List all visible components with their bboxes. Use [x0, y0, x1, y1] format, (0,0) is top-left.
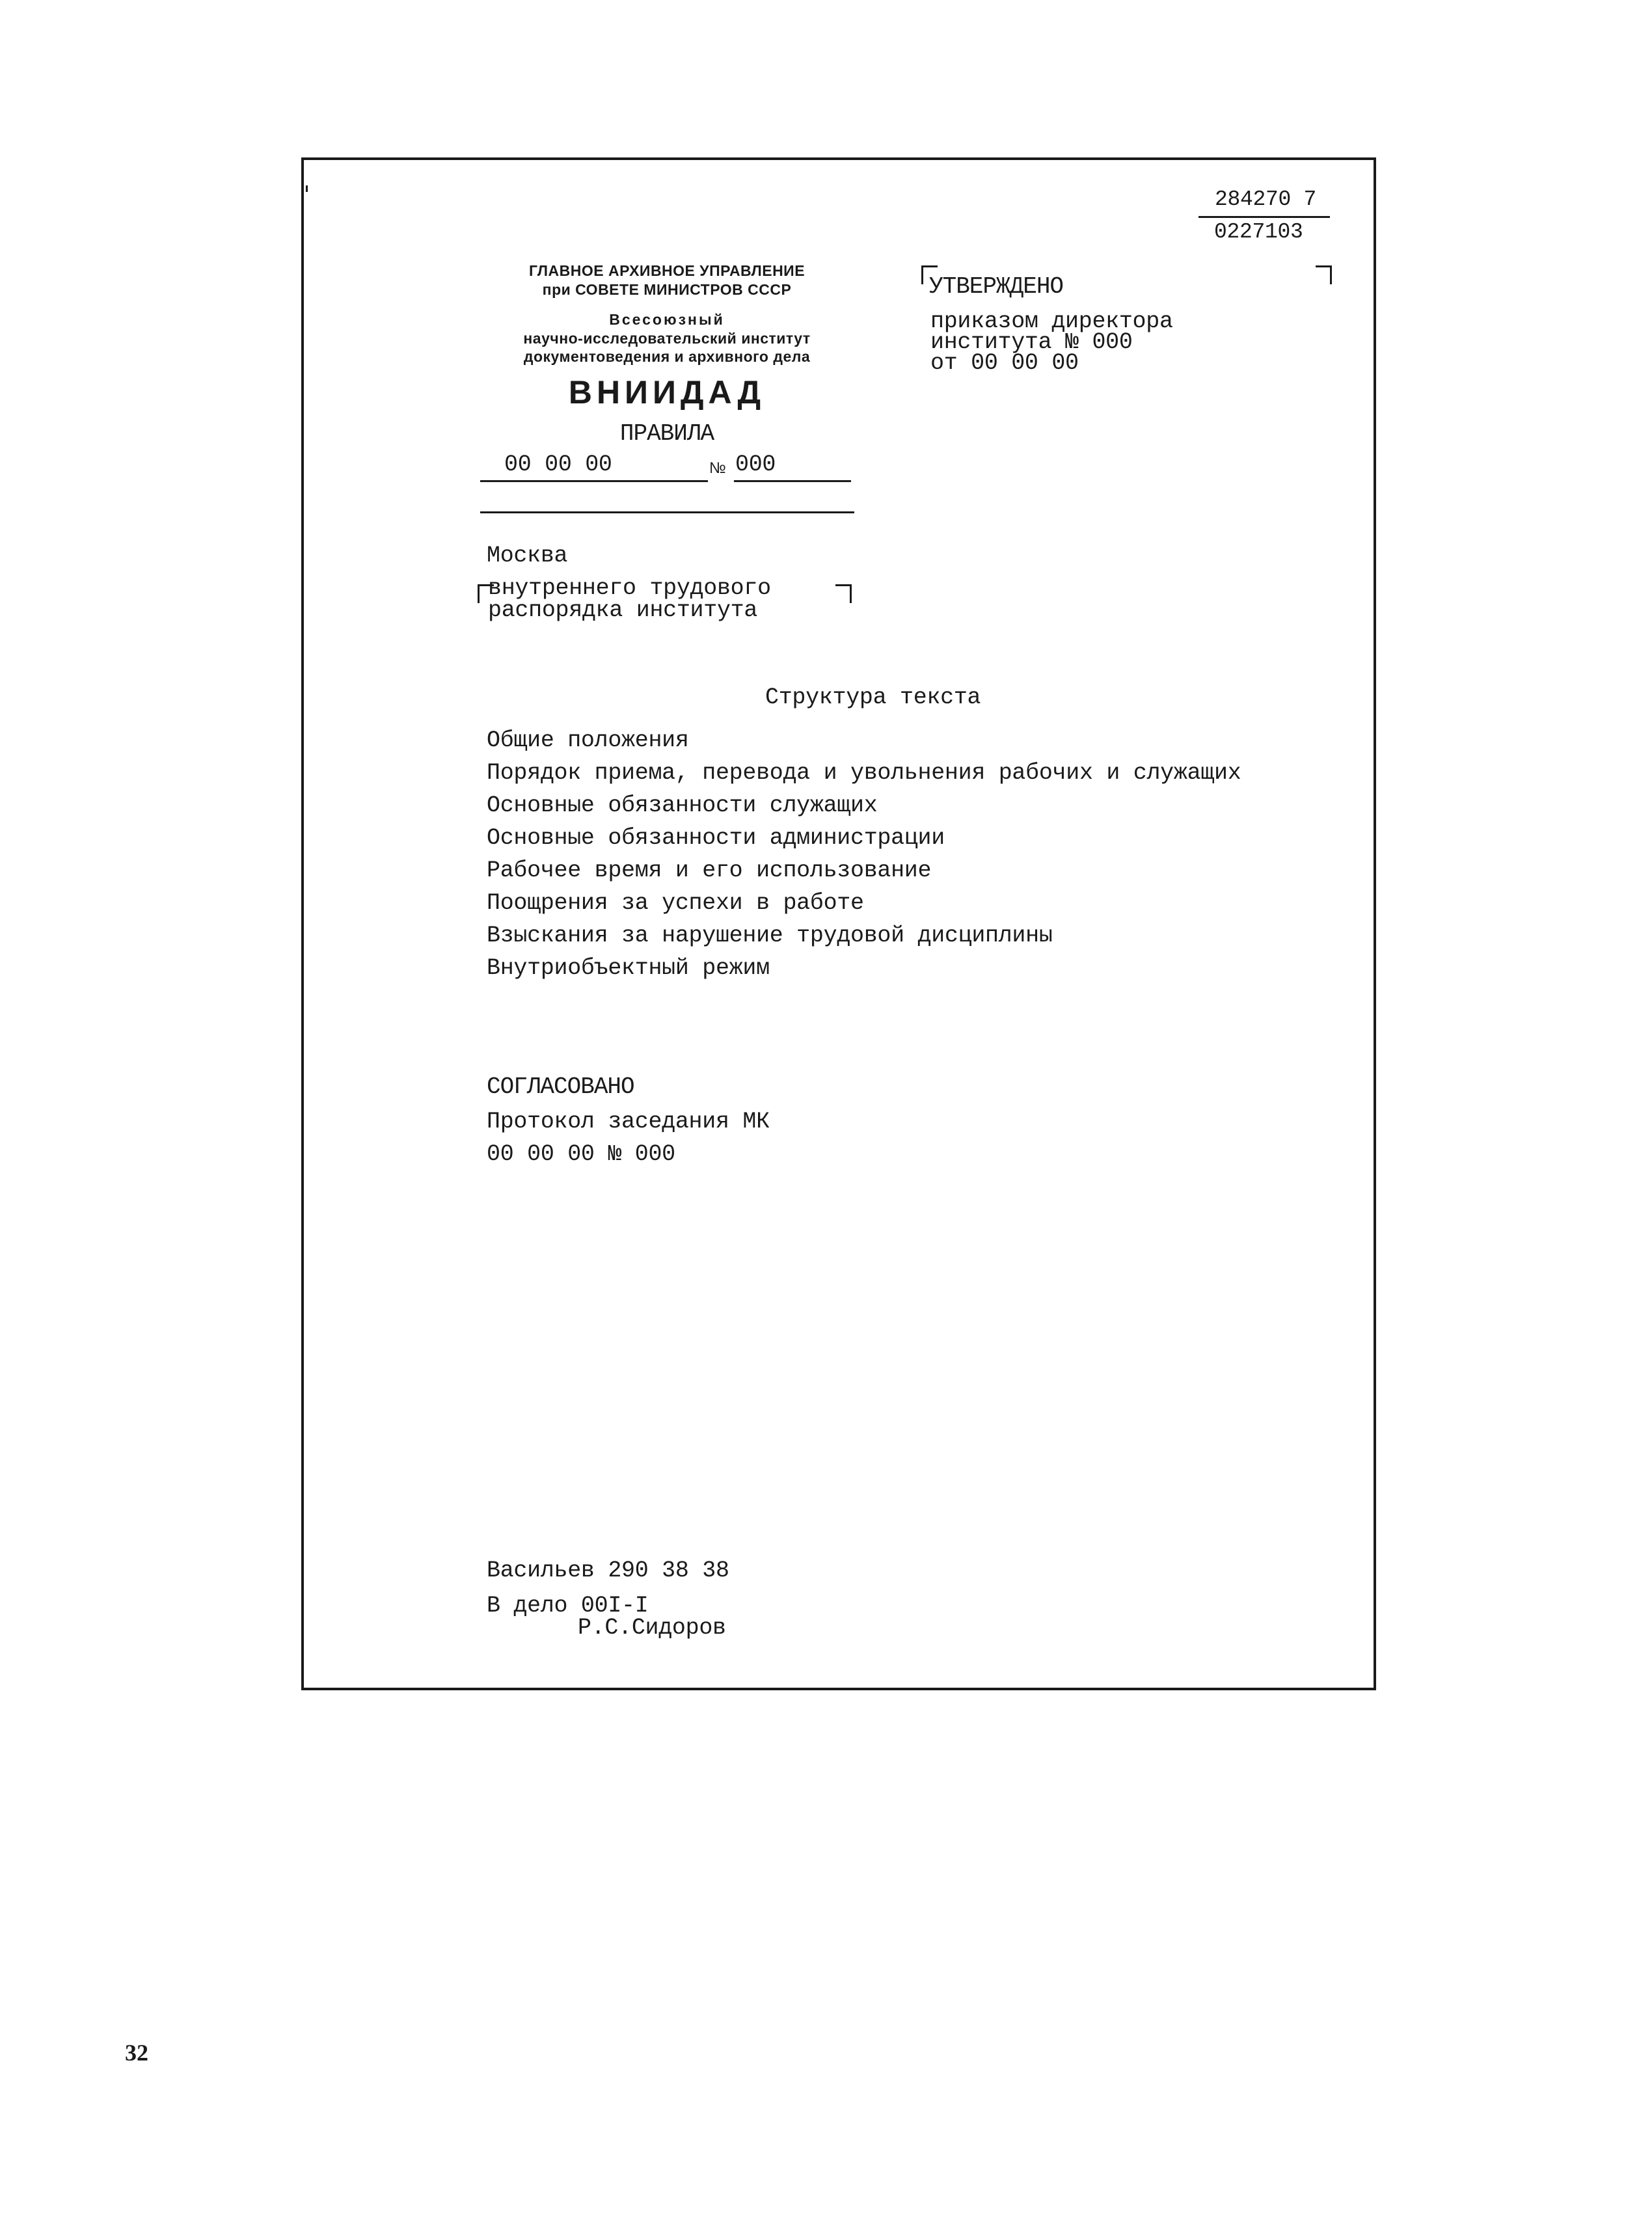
structure-item: Взыскания за нарушение трудовой дисциплины	[487, 923, 1053, 949]
number-underline	[734, 480, 851, 482]
structure-item: Рабочее время и его использование	[487, 858, 932, 884]
approval-corner-right	[1316, 265, 1332, 284]
document-place: Москва	[487, 543, 568, 569]
agreement-stamp: СОГЛАСОВАНО	[487, 1074, 634, 1100]
org-acronym: ВНИИДАД	[568, 374, 766, 411]
approval-institute-line: института № 000	[930, 329, 1133, 355]
structure-item: Общие положения	[487, 727, 689, 753]
registration-number-bottom: 0227103	[1214, 220, 1303, 244]
org-line-allunion: Всесоюзный	[609, 311, 725, 328]
number-sign: №	[709, 459, 726, 477]
structure-heading: Структура текста	[765, 684, 981, 710]
agreement-protocol: Протокол заседания МК	[487, 1109, 770, 1135]
structure-item: Поощрения за успехи в работе	[487, 890, 864, 916]
org-line-ministry: ГЛАВНОЕ АРХИВНОЕ УПРАВЛЕНИЕ	[528, 262, 806, 279]
executor-phone: Васильев 290 38 38	[487, 1558, 729, 1584]
registration-number-top: 284270 7	[1215, 187, 1317, 211]
registration-divider	[1198, 216, 1330, 218]
structure-item: Внутриобъектный режим	[487, 955, 770, 981]
approval-stamp: УТВЕРЖДЕНО	[929, 273, 1064, 300]
signer-name: Р.С.Сидоров	[578, 1615, 726, 1641]
document-number: 000	[735, 452, 776, 478]
frame-tick-mark	[306, 185, 308, 192]
agreement-date-number: 00 00 00 № 000	[487, 1141, 675, 1167]
page-number: 32	[125, 2040, 148, 2066]
org-line-council: при СОВЕТЕ МИНИСТРОВ СССР	[542, 281, 792, 298]
title-corner-right	[835, 584, 852, 603]
org-line-field: документоведения и архивного дела	[523, 348, 811, 365]
structure-item: Основные обязанности администрации	[487, 825, 945, 851]
approval-date-line: от 00 00 00	[930, 350, 1079, 376]
structure-item: Порядок приема, перевода и увольнения рабочих и служащих	[487, 760, 1241, 786]
date-underline	[480, 480, 708, 482]
header-divider	[480, 511, 854, 513]
document-date: 00 00 00	[504, 452, 612, 478]
approval-order-line: приказом директора	[930, 308, 1173, 334]
document-title-line1: внутреннего трудового	[488, 575, 771, 601]
structure-item: Основные обязанности служащих	[487, 792, 878, 818]
document-title-line2: распорядка института	[488, 597, 758, 623]
document-type: ПРАВИЛА	[619, 420, 714, 447]
file-note: В дело 00I-I	[487, 1593, 649, 1619]
org-line-institute: научно-исследовательский институт	[523, 330, 811, 347]
